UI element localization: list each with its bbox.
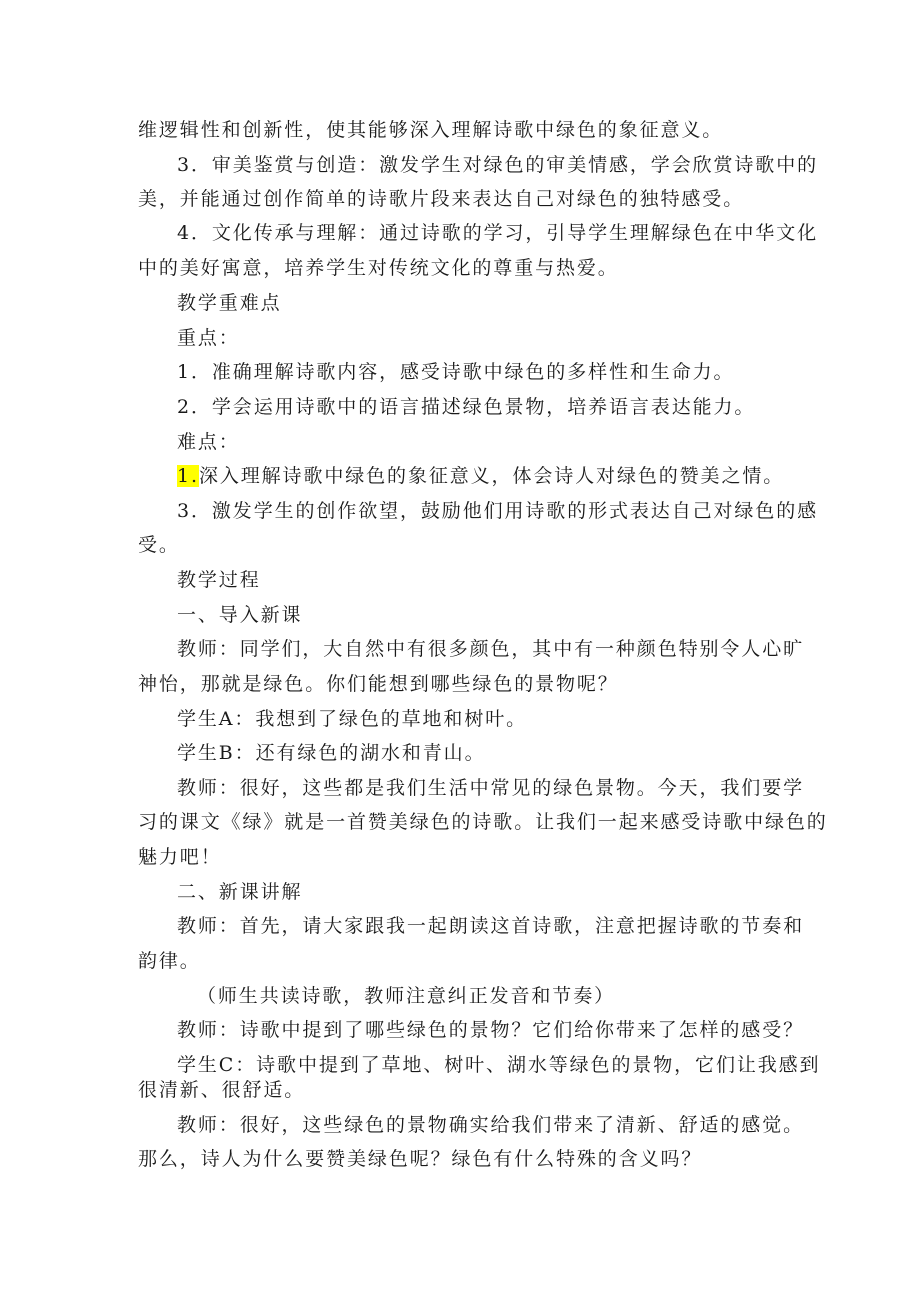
paragraph-line: 那么，诗人为什么要赞美绿色呢？绿色有什么特殊的含义吗？ [138, 1148, 703, 1170]
difficult-point-1-text: 深入理解诗歌中绿色的象征意义，体会诗人对绿色的赞美之情。 [198, 465, 785, 487]
dialogue-student-a: 学生A：我想到了绿色的草地和树叶。 [177, 708, 528, 730]
goal-3-line: 3．审美鉴赏与创造：激发学生对绿色的审美情感，学会欣赏诗歌中的 [177, 154, 818, 176]
difficult-point-3: 3．激发学生的创作欲望，鼓励他们用诗歌的形式表达自己对绿色的感 [177, 500, 818, 522]
dialogue-teacher: 教师：诗歌中提到了哪些绿色的景物？它们给你带来了怎样的感受？ [177, 1019, 805, 1041]
goal-4-line: 4．文化传承与理解：通过诗歌的学习，引导学生理解绿色在中华文化 [177, 222, 818, 244]
dialogue-teacher: 教师：同学们，大自然中有很多颜色，其中有一种颜色特别令人心旷 [177, 638, 805, 660]
subheading-new-lesson: 二、新课讲解 [177, 881, 303, 903]
stage-direction: （师生共读诗歌，教师注意纠正发音和节奏） [197, 985, 616, 1007]
subheading-intro: 一、导入新课 [177, 604, 303, 626]
paragraph-line: 美，并能通过创作简单的诗歌片段来表达自己对绿色的独特感受。 [138, 188, 745, 210]
subheading-difficult: 难点： [177, 431, 240, 453]
subheading-key: 重点： [177, 327, 240, 349]
paragraph-line: 习的课文《绿》就是一首赞美绿色的诗歌。让我们一起来感受诗歌中绿色的 [138, 811, 828, 833]
paragraph-line: 魅力吧！ [138, 846, 222, 868]
dialogue-teacher: 教师：首先，请大家跟我一起朗读这首诗歌，注意把握诗歌的节奏和 [177, 915, 805, 937]
paragraph-line: 受。 [138, 534, 180, 556]
dialogue-student-b: 学生B：还有绿色的湖水和青山。 [177, 742, 486, 764]
paragraph-line: 维逻辑性和创新性，使其能够深入理解诗歌中绿色的象征意义。 [138, 119, 724, 141]
paragraph-line: 神怡，那就是绿色。你们能想到哪些绿色的景物呢？ [138, 673, 619, 695]
section-heading-key-points: 教学重难点 [177, 292, 282, 314]
paragraph-line: 韵律。 [138, 950, 201, 972]
section-heading-process: 教学过程 [177, 569, 261, 591]
dialogue-teacher: 教师：很好，这些都是我们生活中常见的绿色景物。今天，我们要学 [177, 777, 805, 799]
dialogue-teacher: 教师：很好，这些绿色的景物确实给我们带来了清新、舒适的感觉。 [177, 1114, 805, 1136]
difficult-point-1 [177, 464, 784, 488]
dialogue-student-c: 学生C：诗歌中提到了草地、树叶、湖水等绿色的景物，它们让我感到 [177, 1054, 821, 1076]
paragraph-line: 很清新、很舒适。 [138, 1079, 306, 1101]
key-point-2: 2．学会运用诗歌中的语言描述绿色景物，培养语言表达能力。 [177, 396, 756, 418]
paragraph-line: 中的美好寓意，培养学生对传统文化的尊重与热爱。 [138, 257, 619, 279]
key-point-1: 1．准确理解诗歌内容，感受诗歌中绿色的多样性和生命力。 [177, 361, 735, 383]
highlighted-number: 1. [177, 465, 199, 487]
